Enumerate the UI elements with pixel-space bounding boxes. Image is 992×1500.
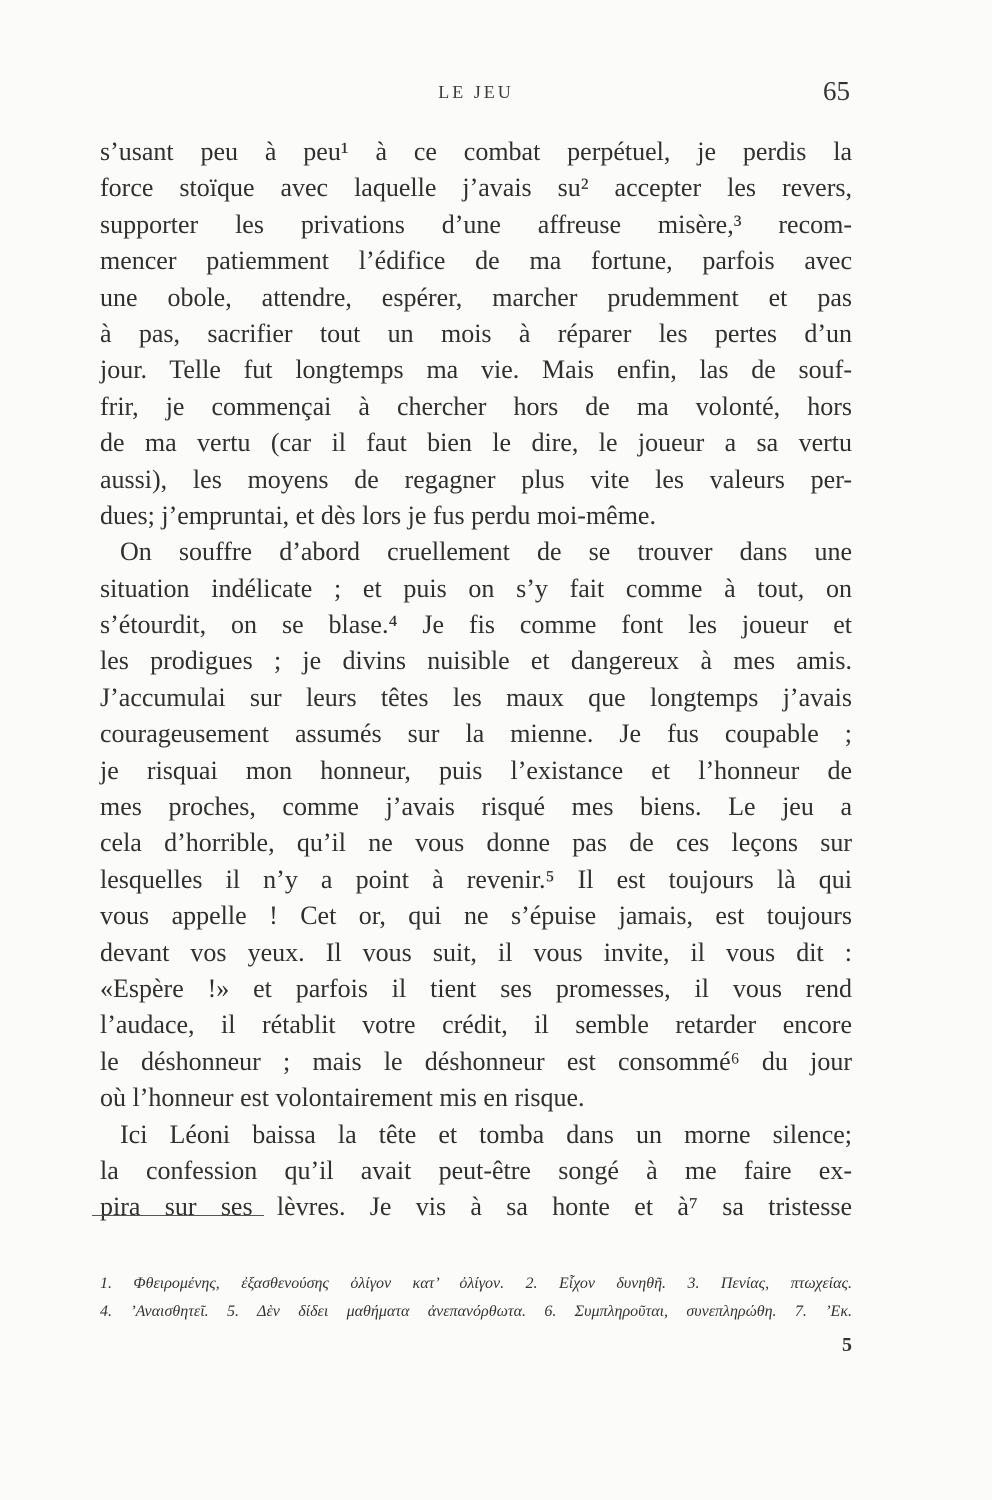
text-line: le déshonneur ; mais le déshonneur est consommé⁶ du jour [100,1046,852,1076]
running-title: LE JEU [438,82,514,102]
text-line: vous appelle ! Cet or, qui ne s’épuise jamais, est toujours [100,901,852,931]
text-line: On souffre d’abord cruellement de se trouver dans une [120,537,852,567]
text-line: J’accumulai sur leurs têtes les maux que longtemps j’avais [100,682,852,712]
text-line: courageusement assumés sur la mienne. Je fus coupable ; [100,719,852,749]
text-line: où l’honneur est volontairement mis en risque. [100,1083,585,1113]
text-line: jour. Telle fut longtemps ma vie. Mais enfin, las de souf- [100,355,852,385]
text-line: frir, je commençai à chercher hors de ma volonté, hors [100,391,852,421]
footnotes [100,1270,852,1326]
text-line: devant vos yeux. Il vous suit, il vous invite, il vous dit : [100,937,852,967]
text-line: à pas, sacrifier tout un mois à réparer les pertes d’un [100,318,852,348]
text-line: les prodigues ; je divins nuisible et dangereux à mes amis. [100,646,852,676]
text-line: force stoïque avec laquelle j’avais su² accepter les revers, [100,173,852,203]
text-line: mencer patiemment l’édifice de ma fortune, parfois avec [100,246,852,276]
text-line: cela d’horrible, qu’il ne vous donne pas de ces leçons sur [100,828,852,858]
body-text [100,134,852,1226]
footnote-rule [92,1215,264,1216]
text-line: situation indélicate ; et puis on s’y fait comme à tout, on [100,573,852,603]
text-line: l’audace, il rétablit votre crédit, il semble retarder encore [100,1010,852,1040]
text-line: pira sur ses lèvres. Je vis à sa honte et à⁷ sa tristesse [100,1192,852,1222]
text-line: la confession qu’il avait peut-être songé à me faire ex- [100,1155,852,1185]
footnote-line: 1. Φθειρομένης, ἐξασθενούσης ὀλίγον κατ’ ὀλίγον. 2. Εἶχον δυνηθῆ. 3. Πενίας, πτωχείας. [100,1275,852,1292]
text-line: mes proches, comme j’avais risqué mes biens. Le jeu a [100,792,852,822]
text-line: «Espère !» et parfois il tient ses promesses, il vous rend [100,973,852,1003]
text-line: supporter les privations d’une affreuse misère,³ recom- [100,209,852,239]
text-line: lesquelles il n’y a point à revenir.⁵ Il est toujours là qui [100,864,852,894]
page-header [100,76,852,116]
text-line: dues; j’empruntai, et dès lors je fus perdu moi-même. [100,500,656,530]
text-line: s’usant peu à peu¹ à ce combat perpétuel, je perdis la [100,137,852,166]
text-line: Ici Léoni baissa la tête et tomba dans un morne silence; [120,1119,852,1149]
signature-mark: 5 [842,1334,852,1356]
text-line: une obole, attendre, espérer, marcher prudemment et pas [100,282,852,312]
page-number: 65 [823,76,850,106]
footnote-line: 4. ’Αναισθητεῖ. 5. Δὲν δίδει μαθήματα ἀνεπανόρθωτα. 6. Συμπληροῦται, συνεπληρώθη. 7. ’Εκ. [100,1303,852,1320]
text-line: s’étourdit, on se blase.⁴ Je fis comme font les joueur et [100,610,852,640]
text-line: je risquai mon honneur, puis l’existance et l’honneur de [100,755,852,785]
text-line: aussi), les moyens de regagner plus vite les valeurs per- [100,464,852,494]
text-line: de ma vertu (car il faut bien le dire, le joueur a sa vertu [100,428,852,458]
